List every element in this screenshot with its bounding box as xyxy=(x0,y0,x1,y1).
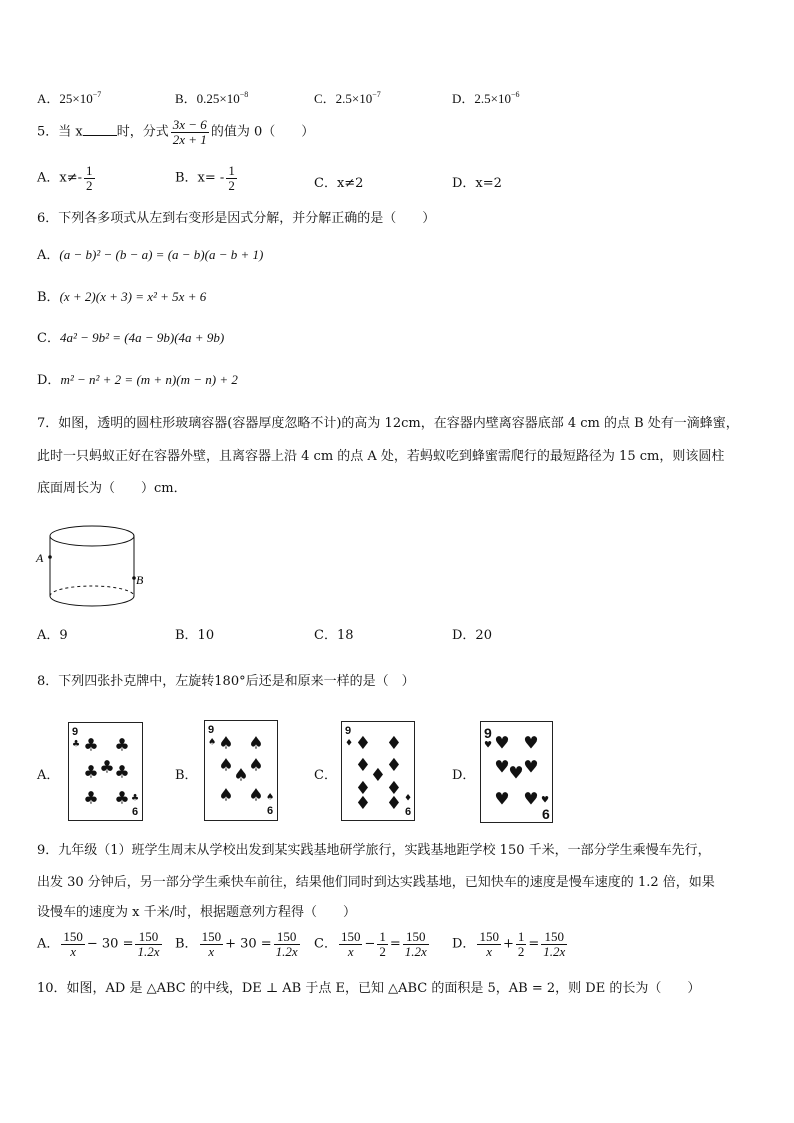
spade-icon: ♠ xyxy=(233,765,249,786)
q7-option-b: B．10 xyxy=(175,628,215,643)
card-d-top-rank: 9 xyxy=(484,725,492,741)
q9-option-b: B． $\frac{150}{x}$ + 30 = $\frac{150}{1.2x}$ xyxy=(175,929,298,959)
q5-stem: 5．当 x 时，分式 $\frac{3x - 6}{2x + 1}$ 的值为 0（ ） xyxy=(37,117,315,147)
q8-label-c: C． xyxy=(314,768,337,783)
card-nine-of-spades xyxy=(204,720,278,821)
diamond-icon: ♦ xyxy=(385,793,403,814)
heart-icon: ♥ xyxy=(523,733,539,754)
q8-label-b: B． xyxy=(175,768,198,783)
q6-option-c: C．4a² − 9b² = (4a − 9b)(4a + 9b) xyxy=(37,330,225,346)
card-nine-of-diamonds xyxy=(341,721,415,821)
q8-label-a: A． xyxy=(37,768,60,783)
club-icon: ♣ xyxy=(114,762,130,783)
q5-option-c: C．x≠2 xyxy=(314,176,364,191)
club-icon: ♣ xyxy=(130,793,140,804)
q6-option-d: D．m² − n² + 2 = (m + n)(m − n) + 2 xyxy=(37,372,238,388)
spade-icon: ♠ xyxy=(218,785,234,806)
q9-option-c: C． $\frac{150}{x}$ − $\frac{1}{2}$ = $\frac{150}{1.2x}$ xyxy=(314,929,427,959)
heart-icon: ♥ xyxy=(523,789,539,810)
club-icon: ♣ xyxy=(83,735,99,756)
card-c-top-rank: 9 xyxy=(345,725,352,737)
q9-option-a: A． $\frac{150}{x}$ − 30 = $\frac{150}{1.2x}$ xyxy=(37,929,160,959)
q7-option-d: D．20 xyxy=(452,628,492,643)
q6-option-a: A．(a − b)² − (b − a) = (a − b)(a − b + 1) xyxy=(37,247,264,263)
q7-stem-line1: 7．如图，透明的圆柱形玻璃容器(容器厚度忽略不计)的高为 12cm，在容器内壁离容器底部 4 cm 的点 B 处有一滴蜂蜜， xyxy=(37,416,739,431)
cylinder-diagram xyxy=(30,520,160,610)
spade-icon: ♠ xyxy=(218,733,234,754)
spade-icon: ♠ xyxy=(248,733,264,754)
q9-stem-line2: 出发 30 分钟后，另一部分学生乘快车前往，结果他们同时到达实践基地，已知快车的速度是慢车速度的 1.2 倍，如果 xyxy=(37,875,715,890)
heart-icon: ♥ xyxy=(494,789,510,810)
point-b-label: B xyxy=(136,573,144,587)
q4-option-a: A．$25\times 10^{-7}$ xyxy=(37,90,102,106)
q4-option-d: D．$2.5\times 10^{-6}$ xyxy=(452,90,520,106)
club-icon: ♣ xyxy=(114,788,130,809)
heart-icon: ♥ xyxy=(494,733,510,754)
heart-icon: ♥ xyxy=(483,740,493,751)
card-d-bottom-rank: 6 xyxy=(542,806,550,822)
q4-option-b: B．$0.25\times 10^{-8}$ xyxy=(175,90,249,106)
q5-option-a: A．x≠- $\frac{1}{2}$ xyxy=(37,163,93,193)
heart-icon: ♥ xyxy=(508,763,524,784)
club-icon: ♣ xyxy=(114,735,130,756)
point-a-label: A xyxy=(36,551,44,565)
heart-icon: ♥ xyxy=(540,795,550,806)
q7-stem-line2: 此时一只蚂蚁正好在容器外壁，且离容器上沿 4 cm 的点 A 处，若蚂蚁吃到蜂蜜需爬行的最短路径为 15 cm，则该圆柱 xyxy=(37,449,725,464)
q7-option-c: C．18 xyxy=(314,628,354,643)
spade-icon: ♠ xyxy=(207,737,217,748)
spade-icon: ♠ xyxy=(248,785,264,806)
q7-stem-line3: 底面周长为（ ）cm． xyxy=(37,481,187,496)
card-nine-of-hearts xyxy=(480,721,553,823)
diamond-icon: ♦ xyxy=(385,733,403,754)
card-c-bottom-rank: 6 xyxy=(405,806,412,818)
diamond-icon: ♦ xyxy=(354,793,372,814)
q6-stem: 6．下列各多项式从左到右变形是因式分解，并分解正确的是（ ） xyxy=(37,211,436,226)
diamond-icon: ♦ xyxy=(354,733,372,754)
club-icon: ♣ xyxy=(83,762,99,783)
q8-label-d: D． xyxy=(452,768,476,783)
q6-option-b: B．(x + 2)(x + 3) = x² + 5x + 6 xyxy=(37,289,207,305)
diamond-icon: ♦ xyxy=(354,755,372,776)
club-icon: ♣ xyxy=(99,757,115,778)
diamond-icon: ♦ xyxy=(354,778,372,799)
club-icon: ♣ xyxy=(71,739,81,750)
club-icon: ♣ xyxy=(83,788,99,809)
card-a-top-rank: 9 xyxy=(72,726,79,738)
diamond-icon: ♦ xyxy=(344,738,354,749)
q7-option-a: A．9 xyxy=(37,628,68,643)
diamond-icon: ♦ xyxy=(369,765,387,786)
diamond-icon: ♦ xyxy=(385,755,403,776)
spade-icon: ♠ xyxy=(265,792,275,803)
spade-icon: ♠ xyxy=(218,755,234,776)
card-b-top-rank: 9 xyxy=(208,724,215,736)
q5-option-d: D．x=2 xyxy=(452,176,502,191)
diamond-icon: ♦ xyxy=(403,793,413,804)
q9-option-d: D． $\frac{150}{x}$ + $\frac{1}{2}$ = $\frac{150}{1.2x}$ xyxy=(452,929,566,959)
heart-icon: ♥ xyxy=(523,757,539,778)
q9-stem-line3: 设慢车的速度为 x 千米/时，根据题意列方程得（ ） xyxy=(37,905,356,920)
diamond-icon: ♦ xyxy=(385,778,403,799)
spade-icon: ♠ xyxy=(248,755,264,776)
q9-stem-line1: 9．九年级（1）班学生周末从学校出发到某实践基地研学旅行，实践基地距学校 150 千米，一部分学生乘慢车先行， xyxy=(37,843,711,858)
q5-option-b: B．x= - $\frac{1}{2}$ xyxy=(175,163,235,193)
point-a-marker xyxy=(48,555,52,559)
q4-option-c: C．$2.5\times 10^{-7}$ xyxy=(314,90,381,106)
card-b-bottom-rank: 6 xyxy=(267,805,274,817)
q10-stem: 10．如图，AD 是 △ABC 的中线，DE ⊥ AB 于点 E，已知 △ABC 的面积是 5，AB = 2，则 DE 的长为（ ） xyxy=(37,981,701,996)
card-a-bottom-rank: 6 xyxy=(132,806,139,818)
card-nine-of-clubs xyxy=(68,722,143,821)
q8-stem: 8．下列四张扑克牌中，左旋转180°后还是和原来一样的是（ ） xyxy=(37,674,415,689)
heart-icon: ♥ xyxy=(494,757,510,778)
